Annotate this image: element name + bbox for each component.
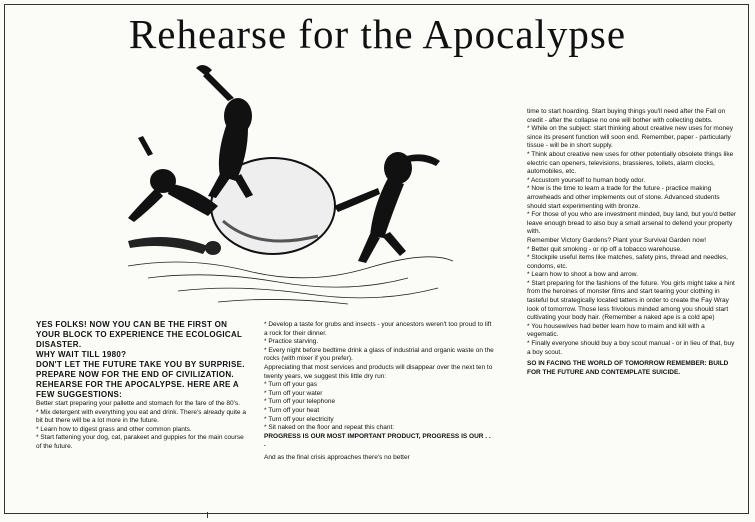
reclining-figure	[128, 237, 221, 255]
body-paragraph: * While on the subject: start thinking about creative new uses for money since its present function will soon end. Remember, paper - particularly tissue - will be in short supply.	[527, 125, 733, 150]
body-paragraph: Remember Victory Gardens? Plant your Survival Garden now!	[527, 236, 707, 244]
apocalypse-illustration	[108, 56, 458, 311]
list-item: * Turn off your electricity	[264, 415, 334, 423]
body-paragraph: * Start preparing for the fashions of the future. You girls might take a hint from the heroines of monster films and start tearing your clothing in tasteful but strategically located tatters in order to create the Fay Wray look of tomorrow. Those less frivolous minded among you should start cultivating your body hair. (Remember a naked ape is a cold ape)	[527, 279, 735, 322]
ground-hatching	[128, 257, 453, 304]
list-item: * Sit naked on the floor and repeat this chant:	[264, 424, 395, 432]
body-paragraph: * Better quit smoking - or rip off a tobacco warehouse.	[527, 245, 682, 253]
body-paragraph: * Stockpile useful items like matches, safety pins, thread and needles, condoms, etc.	[527, 254, 728, 270]
lead-line: WHY WAIT TILL 1980?	[36, 350, 127, 359]
body-paragraph: * Every night before bedtime drink a glass of industrial and organic waste on the rocks (with mixer if you prefer).	[264, 346, 494, 363]
column-left	[36, 320, 246, 452]
body-paragraph: * Develop a taste for grubs and insects - your ancestors weren't too proud to lift a rock for their dinner.	[264, 321, 492, 337]
list-item: * Turn off your gas	[264, 381, 317, 389]
column-middle	[264, 321, 494, 463]
body-paragraph: * Finally everyone should buy a boy scout manual - or in lieu of that, buy a boy scout.	[527, 340, 735, 356]
body-paragraph: Better start preparing your pallette and stomach for the fare of the 80's.	[36, 400, 240, 407]
body-paragraph: * You housewives had better learn how to maim and kill with a vegematic.	[527, 322, 705, 339]
body-paragraph: * Accustom yourself to human body odor.	[527, 176, 646, 184]
list-item: * Turn off your heat	[264, 406, 320, 414]
closing-text: SO IN FACING THE WORLD OF TOMORROW REMEMBER: BUILD FOR THE FUTURE AND CONTEMPLATE SUICIDE.	[527, 360, 729, 376]
body-paragraph: * Start fattening your dog, cat, parakeet and guppies for the main course of the future.	[36, 434, 244, 450]
crop-mark	[207, 512, 208, 518]
body-paragraph: * For those of you who are investment minded, buy land, but you'd better leave enough bread to also buy a small arsenal to defend your property with.	[527, 211, 736, 236]
running-figure	[334, 152, 440, 263]
body-paragraph: * Learn how to digest grass and other common plants.	[36, 425, 192, 433]
chant-text: PROGRESS IS OUR MOST IMPORTANT PRODUCT, PROGRESS IS OUR . . .	[264, 432, 491, 449]
body-paragraph: And as the final crisis approaches there's no better	[264, 453, 410, 461]
body-paragraph: Appreciating that most services and products will disappear over the next ten to twenty years, we suggest this little dry run:	[264, 363, 493, 380]
body-paragraph: * Now is the time to learn a trade for the future - practice making arrowheads and other implements out of stone. Advanced students should start experimenting with bronze.	[527, 185, 720, 210]
lead-line: REHEARSE FOR THE APOCALYPSE. HERE ARE A FEW SUGGESTIONS:	[36, 380, 239, 399]
list-item: * Turn off your water	[264, 389, 323, 397]
column-right	[527, 108, 737, 377]
crawling-figure	[128, 136, 218, 222]
body-paragraph: time to start hoarding. Start buying things you'll need after the Fall on credit - after the collapse no one will bother with collecting debts.	[527, 108, 726, 124]
list-item: * Turn off your telephone	[264, 398, 336, 406]
lead-line: YES FOLKS! NOW YOU CAN BE THE FIRST ON YOUR BLOCK TO EXPERIENCE THE ECOLOGICAL DISASTER.	[36, 320, 243, 349]
body-paragraph: * Think about creative new uses for other potentially obsolete things like electric can openers, televisions, brassieres, toilets, alarm clocks, automobiles, etc.	[527, 150, 734, 176]
headline: Rehearse for the Apocalypse	[128, 11, 627, 57]
body-paragraph: * Mix detergent with everything you eat and drink. There's already quite a bit but there will be a lot more in the future.	[36, 408, 246, 425]
lead-line: DON'T LET THE FUTURE TAKE YOU BY SURPRISE.	[36, 360, 245, 369]
body-paragraph: * Practice starving.	[264, 338, 319, 346]
lead-line: PREPARE NOW FOR THE END OF CIVILIZATION.	[36, 370, 234, 379]
body-paragraph: * Learn how to shoot a bow and arrow.	[527, 271, 638, 279]
